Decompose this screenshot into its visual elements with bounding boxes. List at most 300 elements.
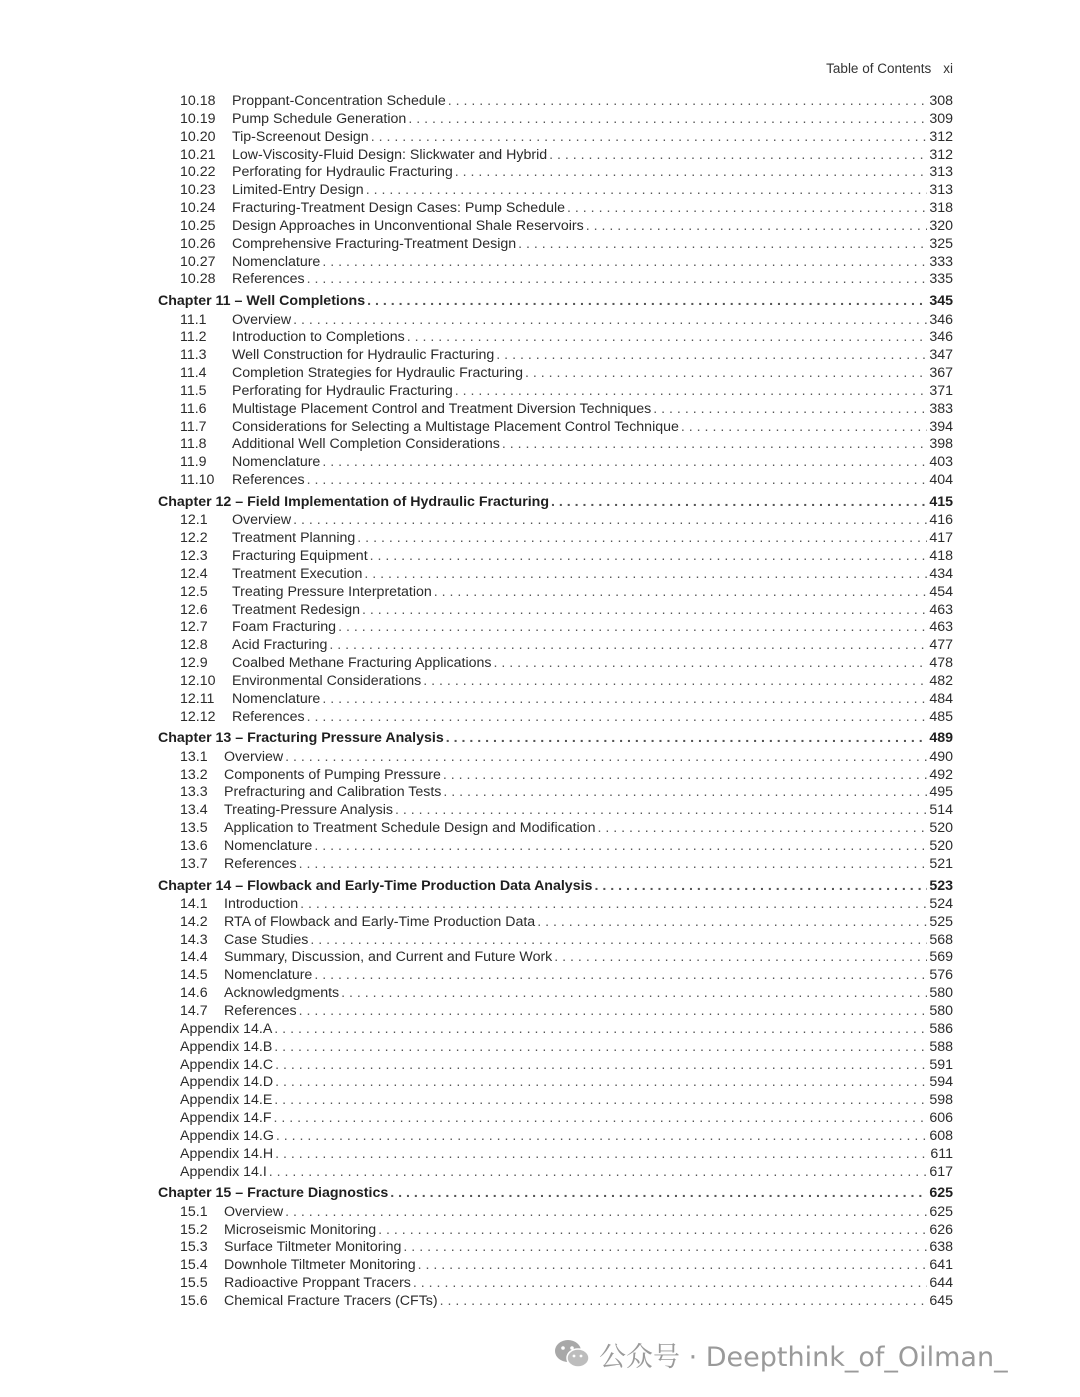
toc-chapter-entry[interactable] [158, 876, 953, 896]
dot-leader [307, 271, 928, 289]
dot-leader [434, 584, 928, 602]
toc-entry[interactable] [158, 967, 953, 985]
toc-entry[interactable] [158, 709, 953, 727]
entry-title: Treatment Execution [232, 565, 363, 582]
entry-page-number: 625 [929, 1185, 953, 1202]
entry-page-number: 478 [929, 655, 953, 672]
entry-number: 15.1 [180, 1203, 208, 1220]
entry-title: Nomenclature [224, 967, 313, 984]
entry-title: Introduction [224, 895, 299, 912]
toc-entry[interactable] [158, 472, 953, 490]
dot-leader [455, 383, 928, 401]
entry-page-number: 608 [929, 1127, 953, 1144]
entry-title: References [232, 708, 305, 725]
entry-number: 10.23 [180, 182, 216, 199]
entry-page-number: 318 [929, 200, 953, 217]
entry-title: References [232, 271, 305, 288]
dot-leader [418, 1257, 928, 1275]
entry-title: Appendix 14.E [180, 1092, 273, 1109]
toc-entry[interactable] [158, 365, 953, 383]
entry-title: Treatment Redesign [232, 601, 361, 618]
entry-title: Fracturing-Treatment Design Cases: Pump Schedule [232, 200, 566, 217]
dot-leader [367, 291, 927, 311]
entry-number: 13.7 [180, 855, 208, 872]
toc-entry[interactable] [158, 236, 953, 254]
entry-number: 15.5 [180, 1275, 208, 1292]
toc-entry[interactable] [158, 914, 953, 932]
entry-number: 10.22 [180, 164, 216, 181]
dot-leader [594, 876, 927, 896]
entry-page-number: 569 [929, 949, 953, 966]
toc-entry[interactable] [158, 820, 953, 838]
toc-entry[interactable] [158, 454, 953, 472]
toc-entry[interactable] [158, 949, 953, 967]
entry-title: Completion Strategies for Hydraulic Fracturing [232, 365, 523, 382]
toc-entry[interactable] [158, 1074, 953, 1092]
entry-title: Overview [224, 1203, 284, 1220]
toc-entry[interactable] [158, 673, 953, 691]
entry-page-number: 520 [929, 820, 953, 837]
toc-entry[interactable] [158, 655, 953, 673]
entry-title: Environmental Considerations [232, 672, 422, 689]
entry-title: Microseismic Monitoring [224, 1221, 377, 1238]
entry-title: Appendix 14.I [180, 1163, 267, 1180]
dot-leader [274, 1021, 927, 1039]
toc-entry[interactable] [158, 602, 953, 620]
entry-title: Appendix 14.G [180, 1127, 274, 1144]
toc-chapter-entry[interactable] [158, 492, 953, 512]
toc-chapter-entry[interactable] [158, 291, 953, 311]
entry-page-number: 417 [929, 530, 953, 547]
dot-leader [448, 93, 928, 111]
toc-entry[interactable] [158, 985, 953, 1003]
dot-leader [314, 838, 927, 856]
entry-number: 15.6 [180, 1292, 208, 1309]
dot-leader [443, 767, 927, 785]
entry-title: Nomenclature [232, 253, 321, 270]
dot-leader [322, 254, 927, 272]
entry-title: Appendix 14.C [180, 1056, 274, 1073]
toc-entry[interactable] [158, 218, 953, 236]
entry-title: Proppant-Concentration Schedule [232, 93, 446, 109]
toc-entry[interactable] [158, 1204, 953, 1222]
entry-page-number: 404 [929, 472, 953, 489]
entry-title: Comprehensive Fracturing-Treatment Design [232, 235, 517, 252]
entry-number: 12.7 [180, 619, 208, 636]
dot-leader [274, 1039, 927, 1057]
entry-page-number: 463 [929, 601, 953, 618]
entry-page-number: 521 [929, 855, 953, 872]
entry-number: 11.1 [180, 311, 207, 328]
dot-leader [554, 949, 927, 967]
dot-leader [502, 436, 927, 454]
dot-leader [455, 164, 928, 182]
entry-title: Treating Pressure Interpretation [232, 583, 432, 600]
toc-entry[interactable] [158, 637, 953, 655]
entry-title: Acknowledgments [224, 985, 340, 1002]
entry-page-number: 606 [929, 1110, 953, 1127]
entry-number: 13.3 [180, 784, 208, 801]
entry-number: 10.27 [180, 253, 216, 270]
entry-number: 13.4 [180, 802, 208, 819]
dot-leader [408, 111, 927, 129]
toc-entry[interactable] [158, 383, 953, 401]
entry-title: Considerations for Selecting a Multistage Placement Control Technique [232, 418, 679, 435]
toc-entry[interactable] [158, 584, 953, 602]
dot-leader [299, 1003, 928, 1021]
entry-page-number: 463 [929, 619, 953, 636]
entry-page-number: 524 [929, 895, 953, 912]
toc-entry[interactable] [158, 129, 953, 147]
entry-title: Chapter 15 – Fracture Diagnostics [158, 1185, 389, 1202]
entry-number: 10.21 [180, 146, 216, 163]
entry-page-number: 367 [929, 365, 953, 382]
entry-title: Chapter 12 – Field Implementation of Hydraulic Fracturing [158, 494, 550, 511]
dot-leader [364, 566, 927, 584]
toc-entry[interactable] [158, 347, 953, 365]
entry-page-number: 320 [929, 217, 953, 234]
entry-page-number: 309 [929, 110, 953, 127]
entry-title: Overview [232, 311, 292, 328]
toc-entry[interactable] [158, 1239, 953, 1257]
entry-number: 12.11 [180, 690, 215, 707]
entry-page-number: 625 [929, 1203, 953, 1220]
entry-page-number: 495 [929, 784, 953, 801]
entry-number: 10.28 [180, 271, 216, 288]
entry-page-number: 434 [929, 565, 953, 582]
dot-leader [390, 1183, 927, 1203]
entry-title: Summary, Discussion, and Current and Future Work [224, 949, 553, 966]
dot-leader [362, 602, 927, 620]
toc-entry[interactable] [158, 784, 953, 802]
watermark-text: 公众号 · Deepthink_of_Oilman_ [599, 1341, 1008, 1373]
toc-entry[interactable] [158, 111, 953, 129]
entry-number: 15.2 [180, 1221, 208, 1238]
dot-leader [597, 820, 927, 838]
entry-title: Introduction to Completions [232, 329, 405, 346]
entry-number: 12.8 [180, 637, 208, 654]
entry-title: Downhole Tiltmeter Monitoring [224, 1257, 416, 1274]
entry-title: Treatment Planning [232, 530, 356, 547]
entry-title: Appendix 14.A [180, 1020, 273, 1037]
entry-number: 13.6 [180, 837, 208, 854]
entry-page-number: 347 [929, 347, 953, 364]
entry-number: 10.25 [180, 217, 216, 234]
entry-number: 11.8 [180, 436, 207, 453]
entry-page-number: 490 [929, 748, 953, 765]
toc-entry[interactable] [158, 1092, 953, 1110]
entry-number: 12.9 [180, 655, 208, 672]
entry-page-number: 335 [929, 271, 953, 288]
running-header [826, 61, 953, 76]
entry-page-number: 333 [929, 253, 953, 270]
entry-page-number: 313 [929, 164, 953, 181]
dot-leader [322, 691, 927, 709]
toc-entry[interactable] [158, 1128, 953, 1146]
entry-title: Appendix 14.H [180, 1145, 274, 1162]
entry-page-number: 591 [929, 1056, 953, 1073]
entry-title: Pump Schedule Generation [232, 110, 407, 127]
entry-number: 11.10 [180, 472, 215, 489]
toc-entry[interactable] [158, 838, 953, 856]
entry-number: 12.1 [180, 512, 208, 529]
entry-number: 12.10 [180, 672, 216, 689]
entry-page-number: 383 [929, 400, 953, 417]
entry-number: 11.6 [180, 400, 207, 417]
entry-title: Overview [224, 748, 284, 765]
entry-number: 14.7 [180, 1003, 208, 1019]
dot-leader [307, 709, 928, 727]
dot-leader [551, 492, 927, 512]
toc-entry[interactable] [158, 164, 953, 182]
toc-entry[interactable] [158, 329, 953, 347]
entry-number: 12.5 [180, 583, 208, 600]
entry-page-number: 586 [929, 1020, 953, 1037]
dot-leader [403, 1239, 927, 1257]
header-page-number: xi [943, 61, 953, 76]
entry-title: Nomenclature [224, 837, 313, 854]
entry-page-number: 418 [929, 548, 953, 564]
dot-leader [274, 1110, 928, 1128]
entry-page-number: 403 [929, 454, 953, 471]
entry-number: 11.9 [180, 454, 207, 471]
entry-page-number: 525 [929, 913, 953, 930]
dot-leader [567, 200, 927, 218]
entry-page-number: 482 [929, 672, 953, 689]
toc-entry[interactable] [158, 856, 953, 874]
entry-number: 12.2 [180, 530, 208, 547]
dot-leader [293, 312, 927, 330]
entry-page-number: 594 [929, 1074, 953, 1091]
entry-page-number: 644 [929, 1275, 953, 1292]
entry-number: 11.2 [180, 329, 207, 346]
entry-page-number: 568 [929, 931, 953, 948]
toc-entry[interactable] [158, 312, 953, 330]
entry-page-number: 346 [929, 329, 953, 346]
toc-entry[interactable] [158, 767, 953, 785]
dot-leader [293, 512, 927, 530]
entry-number: 13.1 [180, 748, 208, 765]
entry-title: Tip-Screenout Design [232, 128, 369, 145]
entry-page-number: 489 [929, 730, 953, 747]
dot-leader [275, 1146, 928, 1164]
dot-leader [525, 365, 927, 383]
entry-title: Design Approaches in Unconventional Shale Reservoirs [232, 217, 584, 234]
header-title: Table of Contents [826, 61, 932, 76]
toc-entry[interactable] [158, 254, 953, 272]
entry-page-number: 346 [929, 311, 953, 328]
dot-leader [338, 619, 927, 637]
entry-number: 11.5 [180, 382, 207, 399]
entry-title: Appendix 14.D [180, 1074, 274, 1091]
entry-page-number: 371 [929, 382, 953, 399]
entry-title: Perforating for Hydraulic Fracturing [232, 164, 453, 181]
dot-leader [300, 896, 927, 914]
entry-page-number: 345 [929, 293, 953, 310]
dot-leader [440, 1293, 928, 1311]
entry-title: Coalbed Methane Fracturing Applications [232, 655, 492, 672]
dot-leader [357, 530, 927, 548]
dot-leader [549, 147, 927, 165]
entry-title: References [224, 855, 297, 872]
toc-entry[interactable] [158, 566, 953, 584]
entry-title: Chapter 14 – Flowback and Early-Time Production Data Analysis [158, 877, 593, 894]
entry-title: Prefracturing and Calibration Tests [224, 784, 442, 801]
toc-entry[interactable] [158, 749, 953, 767]
entry-title: Overview [232, 512, 292, 529]
dot-leader [276, 1128, 927, 1146]
entry-page-number: 308 [929, 93, 953, 109]
toc-entry[interactable] [158, 1057, 953, 1075]
dot-leader [275, 1074, 927, 1092]
entry-title: Nomenclature [232, 454, 321, 471]
entry-title: Case Studies [224, 931, 309, 948]
toc-entry[interactable] [158, 1146, 953, 1164]
entry-number: 14.5 [180, 967, 208, 984]
dot-leader [274, 1092, 927, 1110]
entry-title: Components of Pumping Pressure [224, 766, 441, 783]
dot-leader [518, 236, 927, 254]
entry-number: 10.24 [180, 200, 216, 217]
entry-page-number: 398 [929, 436, 953, 453]
entry-title: Multistage Placement Control and Treatment Diversion Techniques [232, 400, 652, 417]
entry-title: Well Construction for Hydraulic Fracturing [232, 347, 495, 364]
table-of-contents [158, 93, 953, 1311]
entry-title: Acid Fracturing [232, 637, 328, 654]
toc-entry[interactable] [158, 182, 953, 200]
entry-number: 11.4 [180, 365, 207, 382]
entry-number: 11.3 [180, 347, 207, 364]
toc-entry[interactable] [158, 896, 953, 914]
entry-page-number: 523 [929, 877, 953, 894]
toc-entry[interactable] [158, 1222, 953, 1240]
entry-page-number: 638 [929, 1239, 953, 1256]
entry-title: Fracturing Equipment [232, 548, 368, 564]
toc-entry[interactable] [158, 1293, 953, 1311]
entry-number: 13.2 [180, 766, 208, 783]
dot-leader [493, 655, 927, 673]
watermark [553, 1334, 1008, 1374]
dot-leader [307, 472, 928, 490]
entry-page-number: 598 [929, 1092, 953, 1109]
toc-entry[interactable] [158, 548, 953, 566]
toc-entry[interactable] [158, 1110, 953, 1128]
entry-page-number: 617 [929, 1163, 953, 1180]
entry-page-number: 394 [929, 418, 953, 435]
toc-entry[interactable] [158, 932, 953, 950]
entry-number: 15.3 [180, 1239, 208, 1256]
toc-entry[interactable] [158, 1164, 953, 1182]
toc-entry[interactable] [158, 619, 953, 637]
dot-leader [407, 329, 928, 347]
entry-page-number: 626 [929, 1221, 953, 1238]
entry-title: Appendix 14.F [180, 1110, 272, 1127]
toc-entry[interactable] [158, 93, 953, 111]
dot-leader [322, 454, 927, 472]
entry-page-number: 645 [929, 1292, 953, 1309]
toc-entry[interactable] [158, 401, 953, 419]
entry-title: Foam Fracturing [232, 619, 337, 636]
dot-leader [423, 673, 927, 691]
entry-page-number: 611 [930, 1145, 953, 1162]
entry-page-number: 416 [929, 512, 953, 529]
entry-number: 10.18 [180, 93, 216, 109]
dot-leader [285, 749, 927, 767]
entry-page-number: 312 [929, 146, 953, 163]
dot-leader [586, 218, 928, 236]
toc-entry[interactable] [158, 419, 953, 437]
dot-leader [314, 967, 927, 985]
entry-page-number: 477 [929, 637, 953, 654]
dot-leader [378, 1222, 927, 1240]
entry-title: Appendix 14.B [180, 1038, 273, 1055]
entry-number: 14.2 [180, 913, 208, 930]
toc-entry[interactable] [158, 530, 953, 548]
entry-title: Chemical Fracture Tracers (CFTs) [224, 1292, 438, 1309]
toc-entry[interactable] [158, 802, 953, 820]
entry-title: References [232, 472, 305, 489]
entry-number: 12.3 [180, 548, 208, 564]
entry-number: 14.6 [180, 985, 208, 1002]
toc-entry[interactable] [158, 271, 953, 289]
toc-entry[interactable] [158, 512, 953, 530]
dot-leader [681, 419, 927, 437]
entry-number: 12.12 [180, 708, 216, 725]
toc-entry[interactable] [158, 1003, 953, 1021]
entry-page-number: 415 [929, 494, 953, 511]
toc-entry[interactable] [158, 1257, 953, 1275]
dot-leader [537, 914, 927, 932]
entry-number: 10.26 [180, 235, 216, 252]
entry-page-number: 313 [929, 182, 953, 199]
dot-leader [329, 637, 927, 655]
entry-page-number: 580 [929, 985, 953, 1002]
entry-page-number: 454 [929, 583, 953, 600]
toc-entry[interactable] [158, 147, 953, 165]
entry-page-number: 641 [929, 1257, 953, 1274]
entry-number: 12.4 [180, 565, 208, 582]
entry-title: References [224, 1003, 297, 1019]
entry-page-number: 312 [929, 128, 953, 145]
toc-chapter-entry[interactable] [158, 728, 953, 748]
toc-entry[interactable] [158, 436, 953, 454]
dot-leader [299, 856, 928, 874]
entry-page-number: 485 [929, 708, 953, 725]
entry-page-number: 325 [929, 235, 953, 252]
entry-number: 10.19 [180, 110, 216, 127]
dot-leader [366, 182, 928, 200]
dot-leader [496, 347, 927, 365]
entry-page-number: 588 [929, 1038, 953, 1055]
entry-title: Additional Well Completion Considerations [232, 436, 500, 453]
toc-entry[interactable] [158, 1039, 953, 1057]
entry-title: Nomenclature [232, 690, 321, 707]
toc-entry[interactable] [158, 1021, 953, 1039]
toc-entry[interactable] [158, 691, 953, 709]
entry-title: Treating-Pressure Analysis [224, 802, 394, 819]
toc-entry[interactable] [158, 200, 953, 218]
entry-title: Chapter 13 – Fracturing Pressure Analysis [158, 730, 444, 747]
entry-number: 14.4 [180, 949, 208, 966]
toc-chapter-entry[interactable] [158, 1183, 953, 1203]
dot-leader [653, 401, 927, 419]
toc-entry[interactable] [158, 1275, 953, 1293]
entry-number: 12.6 [180, 601, 208, 618]
entry-title: Perforating for Hydraulic Fracturing [232, 382, 453, 399]
dot-leader [413, 1275, 927, 1293]
entry-page-number: 492 [929, 766, 953, 783]
entry-number: 14.3 [180, 931, 208, 948]
